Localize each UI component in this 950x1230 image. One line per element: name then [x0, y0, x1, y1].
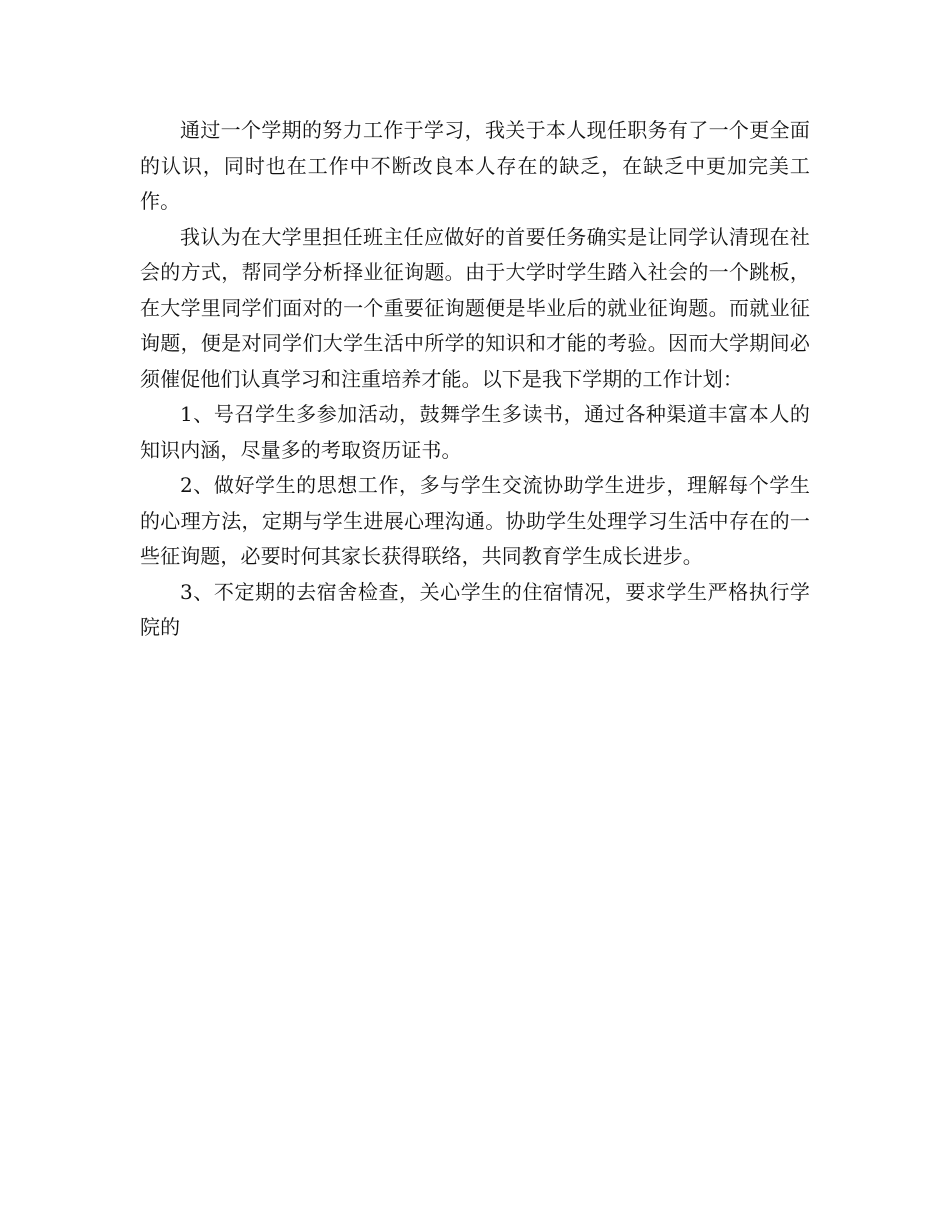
paragraph-plan-item-3: 3、不定期的去宿舍检查，关心学生的住宿情况，要求学生严格执行学院的	[140, 579, 810, 639]
document-body	[140, 113, 810, 646]
paragraph-intro: 通过一个学期的努力工作于学习，我关于本人现任职务有了一个更全面的认识，同时也在工作中不断改良本人存在的缺乏，在缺乏中更加完美工作。	[140, 118, 810, 213]
paragraph-plan-item-2: 2、做好学生的思想工作，多与学生交流协助学生进步，理解每个学生的心理方法，定期与学生进展心理沟通。协助学生处理学习生活中存在的一些征询题，必要时何其家长获得联络，共同教育学生成长进步。	[140, 473, 810, 568]
paragraph-opinion: 我认为在大学里担任班主任应做好的首要任务确实是让同学认清现在社会的方式，帮同学分析择业征询题。由于大学时学生踏入社会的一个跳板，在大学里同学们面对的一个重要征询题便是毕业后的就业征询题。而就业征询题，便是对同学们大学生活中所学的知识和才能的考验。因而大学期间必须催促他们认真学习和注重培养才能。以下是我下学期的工作计划：	[140, 224, 810, 391]
paragraph-plan-item-1: 1、号召学生多参加活动，鼓舞学生多读书，通过各种渠道丰富本人的知识内涵，尽量多的考取资历证书。	[140, 402, 810, 462]
